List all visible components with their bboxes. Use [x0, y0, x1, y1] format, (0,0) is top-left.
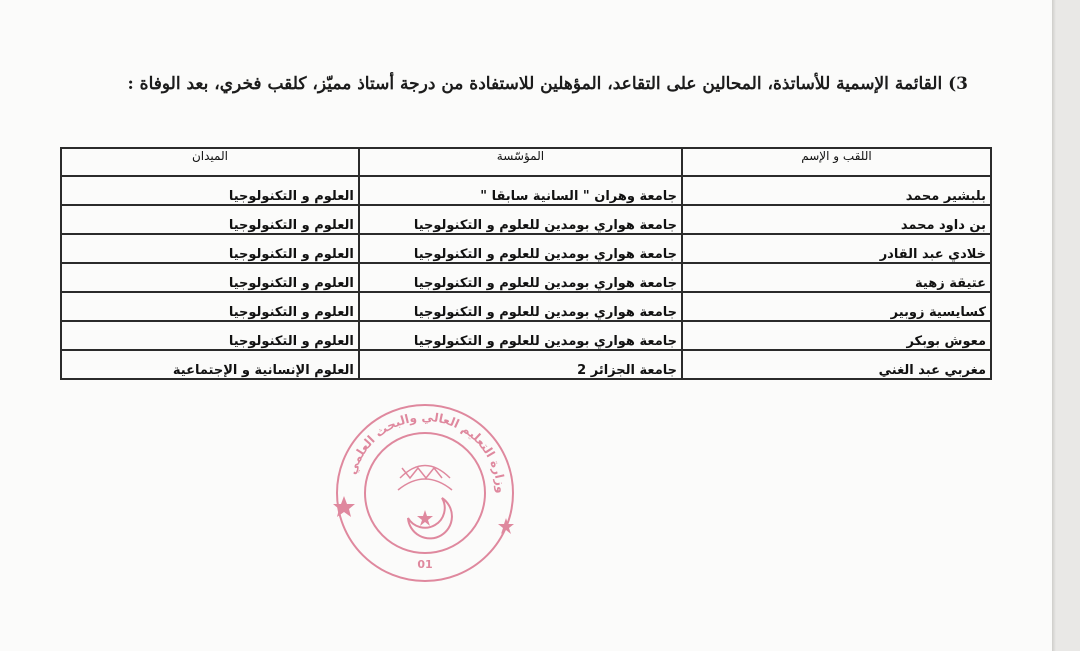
cell-institution: جامعة هواري بومدين للعلوم و التكنولوجيا: [359, 234, 682, 263]
cell-field: العلوم و التكنولوجيا: [61, 263, 359, 292]
table-row: [61, 263, 991, 292]
cell-institution: جامعة هواري بومدين للعلوم و التكنولوجيا: [359, 205, 682, 234]
table-row: [61, 234, 991, 263]
cell-institution: جامعة هواري بومدين للعلوم و التكنولوجيا: [359, 321, 682, 350]
table-row: [61, 350, 991, 379]
stamp-emblem-lines: [398, 466, 452, 491]
cell-name: بلبشير محمد: [682, 176, 991, 205]
header-name: اللقب و الإسم: [682, 148, 991, 176]
table-row: [61, 205, 991, 234]
stamp-star-center: [417, 510, 433, 526]
table-row: [61, 321, 991, 350]
header-field: الميدان: [61, 148, 359, 176]
cell-name: بن داود محمد: [682, 205, 991, 234]
cell-institution: جامعة الجزائر 2: [359, 350, 682, 379]
cell-institution: جامعة هواري بومدين للعلوم و التكنولوجيا: [359, 263, 682, 292]
stamp-ring-text: وزارة التعليم العالي والبحث العلمي: [344, 409, 509, 494]
cell-field: العلوم و التكنولوجيا: [61, 234, 359, 263]
cell-name: كسايسية زوبير: [682, 292, 991, 321]
stamp-inner-ring: [365, 433, 485, 553]
cell-field: العلوم و التكنولوجيا: [61, 176, 359, 205]
cell-field: العلوم و التكنولوجيا: [61, 292, 359, 321]
cell-institution: جامعة هواري بومدين للعلوم و التكنولوجيا: [359, 292, 682, 321]
cell-name: مغربي عبد الغني: [682, 350, 991, 379]
stamp-number: 01: [417, 558, 433, 571]
page-edge-shadow: [1052, 0, 1056, 651]
cell-field: العلوم الإنسانية و الإجتماعية: [61, 350, 359, 379]
stamp-star-right: [498, 518, 514, 534]
list-heading: 3) القائمة الإسمية للأساتذة، المحالين على التقاعد، المؤهلين للاستفادة من درجة أستاذ مميّز، كلقب فخري، بعد الوفاة :: [127, 74, 968, 94]
cell-institution: جامعة وهران " السانية سابقا ": [359, 176, 682, 205]
header-institution: المؤسّسة: [359, 148, 682, 176]
ministry-seal-stamp: [330, 398, 520, 588]
table-row: [61, 292, 991, 321]
stamp-outer-ring: [337, 405, 513, 581]
table-row: [61, 176, 991, 205]
honorary-professors-table: [60, 147, 992, 380]
cell-name: معوش بوبكر: [682, 321, 991, 350]
cell-name: خلادي عبد القادر: [682, 234, 991, 263]
cell-field: العلوم و التكنولوجيا: [61, 205, 359, 234]
cell-name: عتيقة زهية: [682, 263, 991, 292]
cell-field: العلوم و التكنولوجيا: [61, 321, 359, 350]
table-header-row: [61, 148, 991, 176]
